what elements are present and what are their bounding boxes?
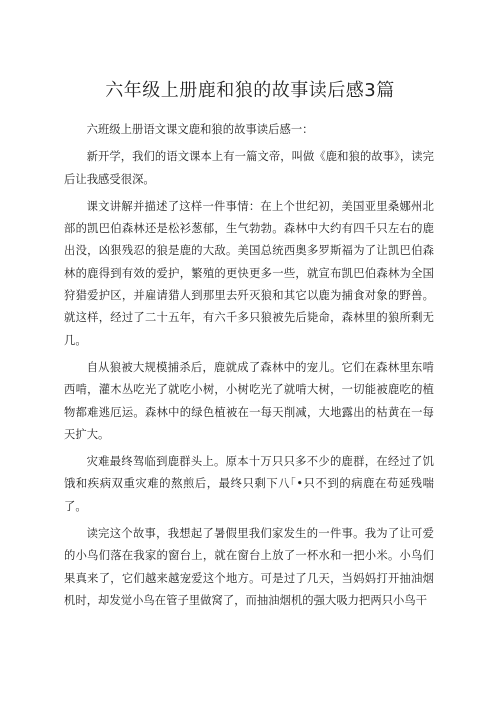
paragraph: 读完这个故事，我想起了暑假里我们家发生的一件事。我为了让可爱的小鸟们落在我家的窗台上，就在窗台上放了一杯水和一把小米。小鸟们果真来了，它们越来越宠爱这个地方。可是过了几天，当妈妈打开抽油烟机时，却发觉小鸟在管子里做窝了，而抽油烟机的强大吸力把两只小鸟干 [64,527,434,607]
document-title: 六年级上册鹿和狼的故事读后感3篇 [105,80,395,101]
paragraph: 自从狼被大规模捕杀后，鹿就成了森林中的宠儿。它们在森林里东啃西啃，灌木丛吃光了就吃小树，小树吃光了就啃大树，一切能被鹿吃的植物都难逃厄运。森林中的绿色植被在一每天削减，大地露出的枯黄在一每天扩大。 [64,360,434,441]
document-body [64,119,434,617]
paragraph: 课文讲解并描述了这样一件事情：在上个世纪初，美国亚里桑娜州北部的凯巴伯森林还是松衫葱郁，生气勃勃。森林中大约有四千只左右的鹿出没，凶狠残忍的狼是鹿的大敌。美国总统西奥多罗斯福为了让凯巴伯森林的鹿得到有效的爱护，繁殖的更快更多一些，就宣布凯巴伯森林为全国狩猎爱护区，并雇请猎人到那里去歼灭狼和其它以鹿为捕食对象的野兽。就这样，经过了二十五年，有六千多只狼被先后毙命，森林里的狼所剩无几。 [64,199,434,347]
paragraph-heading: 六班级上册语文课文鹿和狼的故事读后感一： [86,123,314,136]
paragraph: 灾难最终驾临到鹿群头上。原本十万只只多不少的鹿群，在经过了饥饿和疾病双重灾难的熬煎后，最终只剩下八｢•只不到的病鹿在苟延残喘了。 [64,455,434,513]
paragraph: 新开学，我们的语文课本上有一篇文帝，叫做《鹿和狼的故事》，读完后让我感受很深。 [64,150,434,186]
